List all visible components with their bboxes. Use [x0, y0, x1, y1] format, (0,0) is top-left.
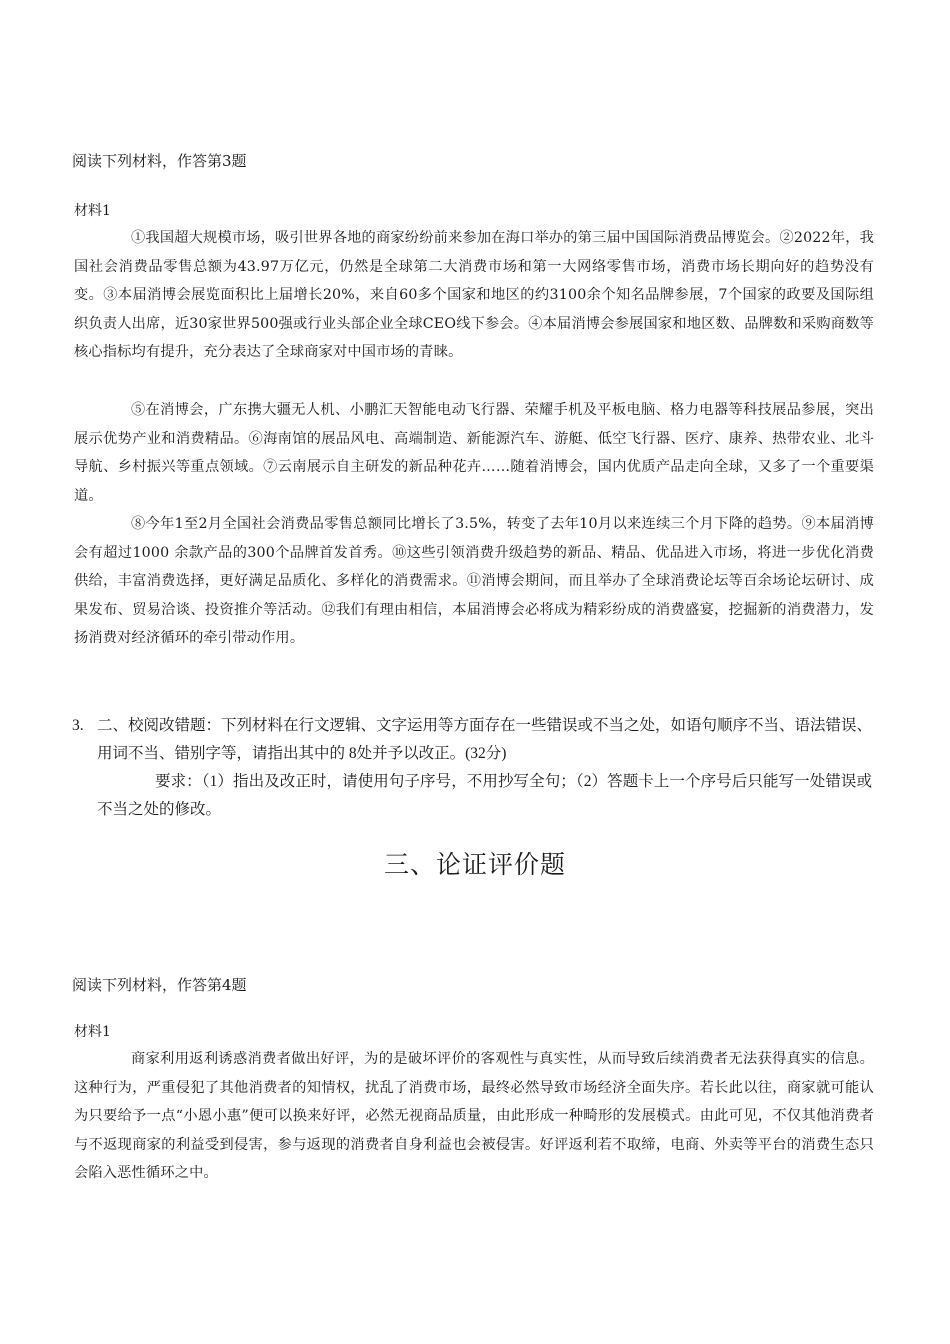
section-title: 三、论证评价题 — [383, 852, 566, 879]
question-body: 二、校阅改错题：下列材料在行文逻辑、文字运用等方面存在一些错误或不当之处，如语句顺序不当、语法错误、用词不当、错别字等，请指出其中的 8处并予以改正。(32分) — [97, 717, 873, 762]
reading-instruction-q3: 阅读下列材料，作答第3题 — [72, 152, 247, 170]
material-label-q4: 材料1 — [74, 1024, 111, 1040]
material-paragraph-1: ①我国超大规模市场，吸引世界各地的商家纷纷前来参加在海口举办的第三届中国国际消费品博览会。②2022年，我国社会消费品零售总额为43.97万亿元，仍然是全球第二大消费市场和第一大网络零售市场，消费市场长期向好的趋势没有变。③本届消博会展览面积比上届增长20%，来自60多个国家和地区的约3100余个知名品牌参展，7个国家的政要及国际组织负责人出席，近30家世界500强或行业头部企业全球CEO线下参会。④本届消博会参展国家和地区数、品牌数和采购商数等核心指标均有提升，充分表达了全球商家对中国市场的青睐。 — [74, 230, 874, 360]
question-requirement: 要求：（1）指出及改正时，请使用句子序号，不用抄写全句；（2）答题卡上一个序号后只能写一处错误或不当之处的修改。 — [97, 773, 872, 818]
material-paragraph-3: ⑧今年1至2月全国社会消费品零售总额同比增长了3.5%，转变了去年10月以来连续三个月下降的趋势。⑨本届消博会有超过1000 余款产品的300个品牌首发首秀。⑩这些引领消费升级趋势的新品、精品、优品进入市场，将进一步优化消费供给，丰富消费选择，更好满足品质化、多样化的消费需求。⑪消博会期间，而且举办了全球消费论坛等百余场论坛研讨、成果发布、贸易洽谈、投资推介等活动。⑫我们有理由相信，本届消博会必将成为精彩纷成的消费盛宴，挖掘新的消费潜力，发扬消费对经济循环的牵引带动作用。 — [74, 516, 874, 646]
material-paragraph-q4: 商家利用返利诱惑消费者做出好评，为的是破坏评价的客观性与真实性，从而导致后续消费者无法获得真实的信息。这种行为，严重侵犯了其他消费者的知情权，扰乱了消费市场，最终必然导致市场经济全面失序。若长此以往，商家就可能认为只要给予一点“小恩小惠”便可以换来好评，必然无视商品质量，由此形成一种畸形的发展模式。由此可见，不仅其他消费者与不返现商家的利益受到侵害，参与返现的消费者自身利益也会被侵害。好评返利若不取缔，电商、外卖等平台的消费生态只会陷入恶性循环之中。 — [74, 1051, 874, 1181]
reading-instruction-q4: 阅读下列材料，作答第4题 — [72, 976, 247, 994]
material-paragraph-2: ⑤在消博会，广东携大疆无人机、小鹏汇天智能电动飞行器、荣耀手机及平板电脑、格力电器等科技展品参展，突出展示优势产业和消费精品。⑥海南馆的展品风电、高端制造、新能源汽车、游艇、低空飞行器、医疗、康养、热带农业、北斗导航、乡村振兴等重点领域。⑦云南展示自主研发的新品种花卉……随着消博会，国内优质产品走向全球，又多了一个重要渠道。 — [74, 402, 874, 504]
question-number: 3. — [72, 717, 84, 734]
material-label-q3: 材料1 — [74, 203, 111, 219]
question-3 — [72, 712, 872, 824]
